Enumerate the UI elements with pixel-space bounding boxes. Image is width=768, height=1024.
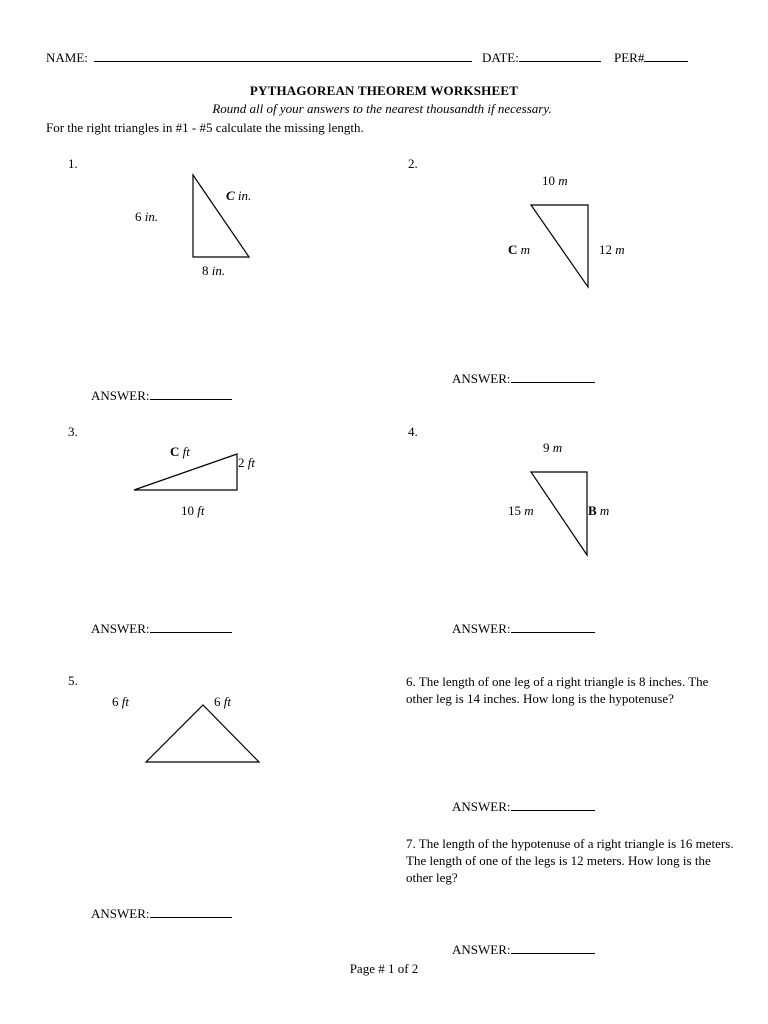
page-number: Page # 1 of 2: [349, 961, 419, 976]
date-label: DATE:: [482, 50, 519, 65]
problem-2-number: 2.: [408, 156, 418, 171]
answer-label: ANSWER:: [91, 621, 150, 636]
problem-7-text: The length of the hypotenuse of a right triangle is 16 meters. The length of one of the legs is 12 meters. How long is the other leg?: [406, 836, 734, 885]
problem-1-left-label: 6 in.: [135, 209, 159, 224]
answer-label: ANSWER:: [91, 388, 150, 403]
answer-label: ANSWER:: [452, 942, 511, 957]
problem-3-right-label: 2 ft: [238, 455, 255, 470]
problem-6-text: The length of one leg of a right triangle is 8 inches. The other leg is 14 inches. How long is the hypotenuse?: [406, 674, 709, 706]
problem-4-hyp-label: 15 m: [508, 503, 534, 518]
problem-5-answer: [91, 905, 232, 922]
problem-2-hyp-label: C m: [508, 242, 531, 257]
worksheet-title: PYTHAGOREAN THEOREM WORKSHEET: [249, 83, 519, 98]
period-label: PER#: [614, 50, 645, 65]
problem-5-answer-field[interactable]: [150, 905, 232, 918]
problem-1-bottom-label: 8 in.: [202, 263, 226, 278]
name-label: NAME:: [46, 50, 88, 65]
problem-2-right-label: 12 m: [599, 242, 625, 257]
problem-6-answer: [452, 798, 595, 815]
problem-5-right-label: 6 ft: [214, 694, 231, 709]
problem-3-hyp-label: C ft: [170, 444, 190, 459]
answer-label: ANSWER:: [452, 799, 511, 814]
answer-label: ANSWER:: [452, 621, 511, 636]
problem-1-hyp-label: C in.: [226, 188, 252, 203]
problem-6-answer-field[interactable]: [511, 798, 595, 811]
instructions: For the right triangles in #1 - #5 calculate the missing length.: [46, 120, 364, 135]
problem-4-number: 4.: [408, 424, 418, 439]
answer-label: ANSWER:: [91, 906, 150, 921]
problem-4-top-label: 9 m: [543, 440, 563, 455]
problem-6-number: 6.: [406, 674, 416, 689]
problem-7: [406, 835, 736, 886]
answer-label: ANSWER:: [452, 371, 511, 386]
problem-7-answer: [452, 941, 595, 958]
problem-7-answer-field[interactable]: [511, 941, 595, 954]
problem-4-right-label: B m: [588, 503, 610, 518]
worksheet-subtitle: Round all of your answers to the nearest thousandth if necessary.: [212, 101, 552, 116]
problem-2-top-label: 10 m: [542, 173, 568, 188]
problem-3-bottom-label: 10 ft: [181, 503, 205, 518]
problem-7-number: 7.: [406, 836, 416, 851]
problem-1-number: 1.: [68, 156, 78, 171]
problem-6: [406, 673, 736, 707]
problem-5-left-label: 6 ft: [112, 694, 129, 709]
problem-3-number: 3.: [68, 424, 78, 439]
problem-5-number: 5.: [68, 673, 78, 688]
